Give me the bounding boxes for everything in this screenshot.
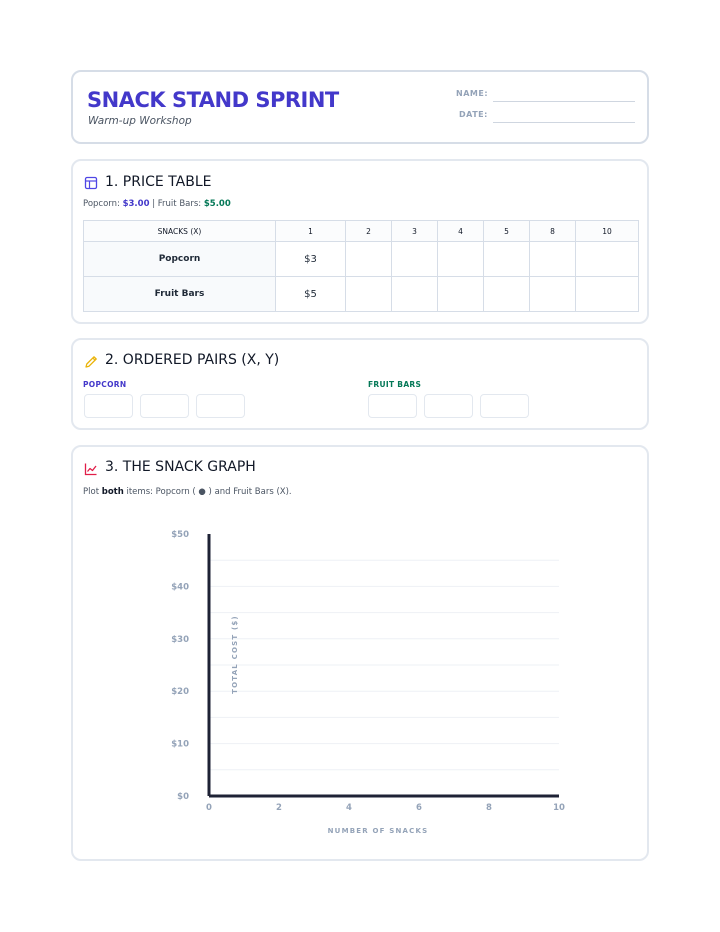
y-tick-label: $20 (171, 687, 189, 698)
popcorn-pair-input[interactable] (84, 394, 133, 418)
graph-instructions (83, 487, 292, 497)
line-chart-icon (84, 462, 98, 476)
table-cell-input[interactable] (576, 242, 639, 277)
x-tick-label: 8 (486, 803, 492, 813)
table-header-cell: 1 (276, 221, 346, 242)
table-cell-input[interactable] (392, 242, 438, 277)
table-header-cell: SNACKS (X) (84, 221, 276, 242)
table-header-cell: 10 (576, 221, 639, 242)
x-tick-label: 4 (346, 803, 352, 813)
grid-lines (209, 560, 559, 770)
table-cell-input[interactable] (530, 242, 576, 277)
y-tick-label: $10 (171, 739, 189, 750)
price-table-card (71, 159, 649, 324)
date-label: DATE: (459, 110, 488, 119)
table-header-cell: 2 (346, 221, 392, 242)
fruitbars-price: $5.00 (203, 199, 231, 209)
pencil-icon (84, 355, 98, 369)
table-cell-input[interactable] (576, 277, 639, 312)
ordered-pairs-card (71, 338, 649, 430)
table-header-cell: 4 (438, 221, 484, 242)
price-info (83, 199, 231, 209)
popcorn-pair-input[interactable] (196, 394, 245, 418)
table-header-cell: 5 (484, 221, 530, 242)
table-header-cell: 8 (530, 221, 576, 242)
x-tick-label: 2 (276, 803, 282, 813)
y-tick-label: $40 (171, 582, 189, 593)
table-cell-input[interactable] (484, 277, 530, 312)
x-tick-label: 10 (553, 803, 565, 813)
x-tick-labels (206, 803, 565, 813)
y-tick-label: $50 (171, 530, 189, 540)
table-cell: $5 (276, 277, 346, 312)
table-cell-input[interactable] (346, 242, 392, 277)
price-table (83, 220, 639, 312)
table-cell-input[interactable] (346, 277, 392, 312)
table-icon (84, 176, 98, 190)
worksheet-subtitle: Warm-up Workshop (88, 115, 192, 127)
table-cell-input[interactable] (484, 242, 530, 277)
section-title: 1. PRICE TABLE (105, 174, 212, 190)
section-title: 2. ORDERED PAIRS (X, Y) (105, 352, 280, 368)
x-tick-label: 6 (416, 803, 422, 813)
worksheet-title: SNACK STAND SPRINT (87, 88, 339, 112)
table-cell-input[interactable] (438, 277, 484, 312)
note-bold: both (101, 487, 124, 497)
fruitbars-price-label: Fruit Bars: (157, 199, 202, 209)
x-axis-label: NUMBER OF SNACKS (327, 827, 429, 835)
popcorn-pairs-label: POPCORN (83, 380, 127, 389)
snack-graph[interactable] (73, 499, 647, 859)
price-separator: | (152, 199, 156, 209)
popcorn-pair-input[interactable] (140, 394, 189, 418)
snack-graph-card (71, 445, 649, 861)
fruitbars-pair-input[interactable] (368, 394, 417, 418)
row-label: Fruit Bars (84, 277, 276, 312)
table-header-row (84, 221, 639, 242)
table-cell: $3 (276, 242, 346, 277)
fruitbars-pairs-label: FRUIT BARS (368, 380, 422, 389)
y-tick-label: $0 (177, 792, 189, 802)
date-field[interactable] (493, 122, 635, 123)
popcorn-price-label: Popcorn: (83, 199, 120, 209)
y-tick-label: $30 (171, 634, 189, 645)
y-axis-label: TOTAL COST ($) (231, 615, 239, 694)
header-card (71, 70, 649, 144)
section-title: 3. THE SNACK GRAPH (105, 459, 256, 475)
note-prefix: Plot (83, 487, 100, 497)
table-cell-input[interactable] (392, 277, 438, 312)
note-suffix: items: Popcorn ( ● ) and Fruit Bars (X). (126, 487, 292, 497)
name-label: NAME: (456, 89, 489, 98)
fruitbars-pair-input[interactable] (424, 394, 473, 418)
x-tick-label: 0 (206, 803, 212, 813)
fruitbars-pair-input[interactable] (480, 394, 529, 418)
table-row (84, 277, 639, 312)
name-field[interactable] (493, 101, 635, 102)
row-label: Popcorn (84, 242, 276, 277)
popcorn-price: $3.00 (122, 199, 150, 209)
table-cell-input[interactable] (438, 242, 484, 277)
table-row (84, 242, 639, 277)
table-header-cell: 3 (392, 221, 438, 242)
y-tick-labels (171, 530, 189, 802)
table-cell-input[interactable] (530, 277, 576, 312)
